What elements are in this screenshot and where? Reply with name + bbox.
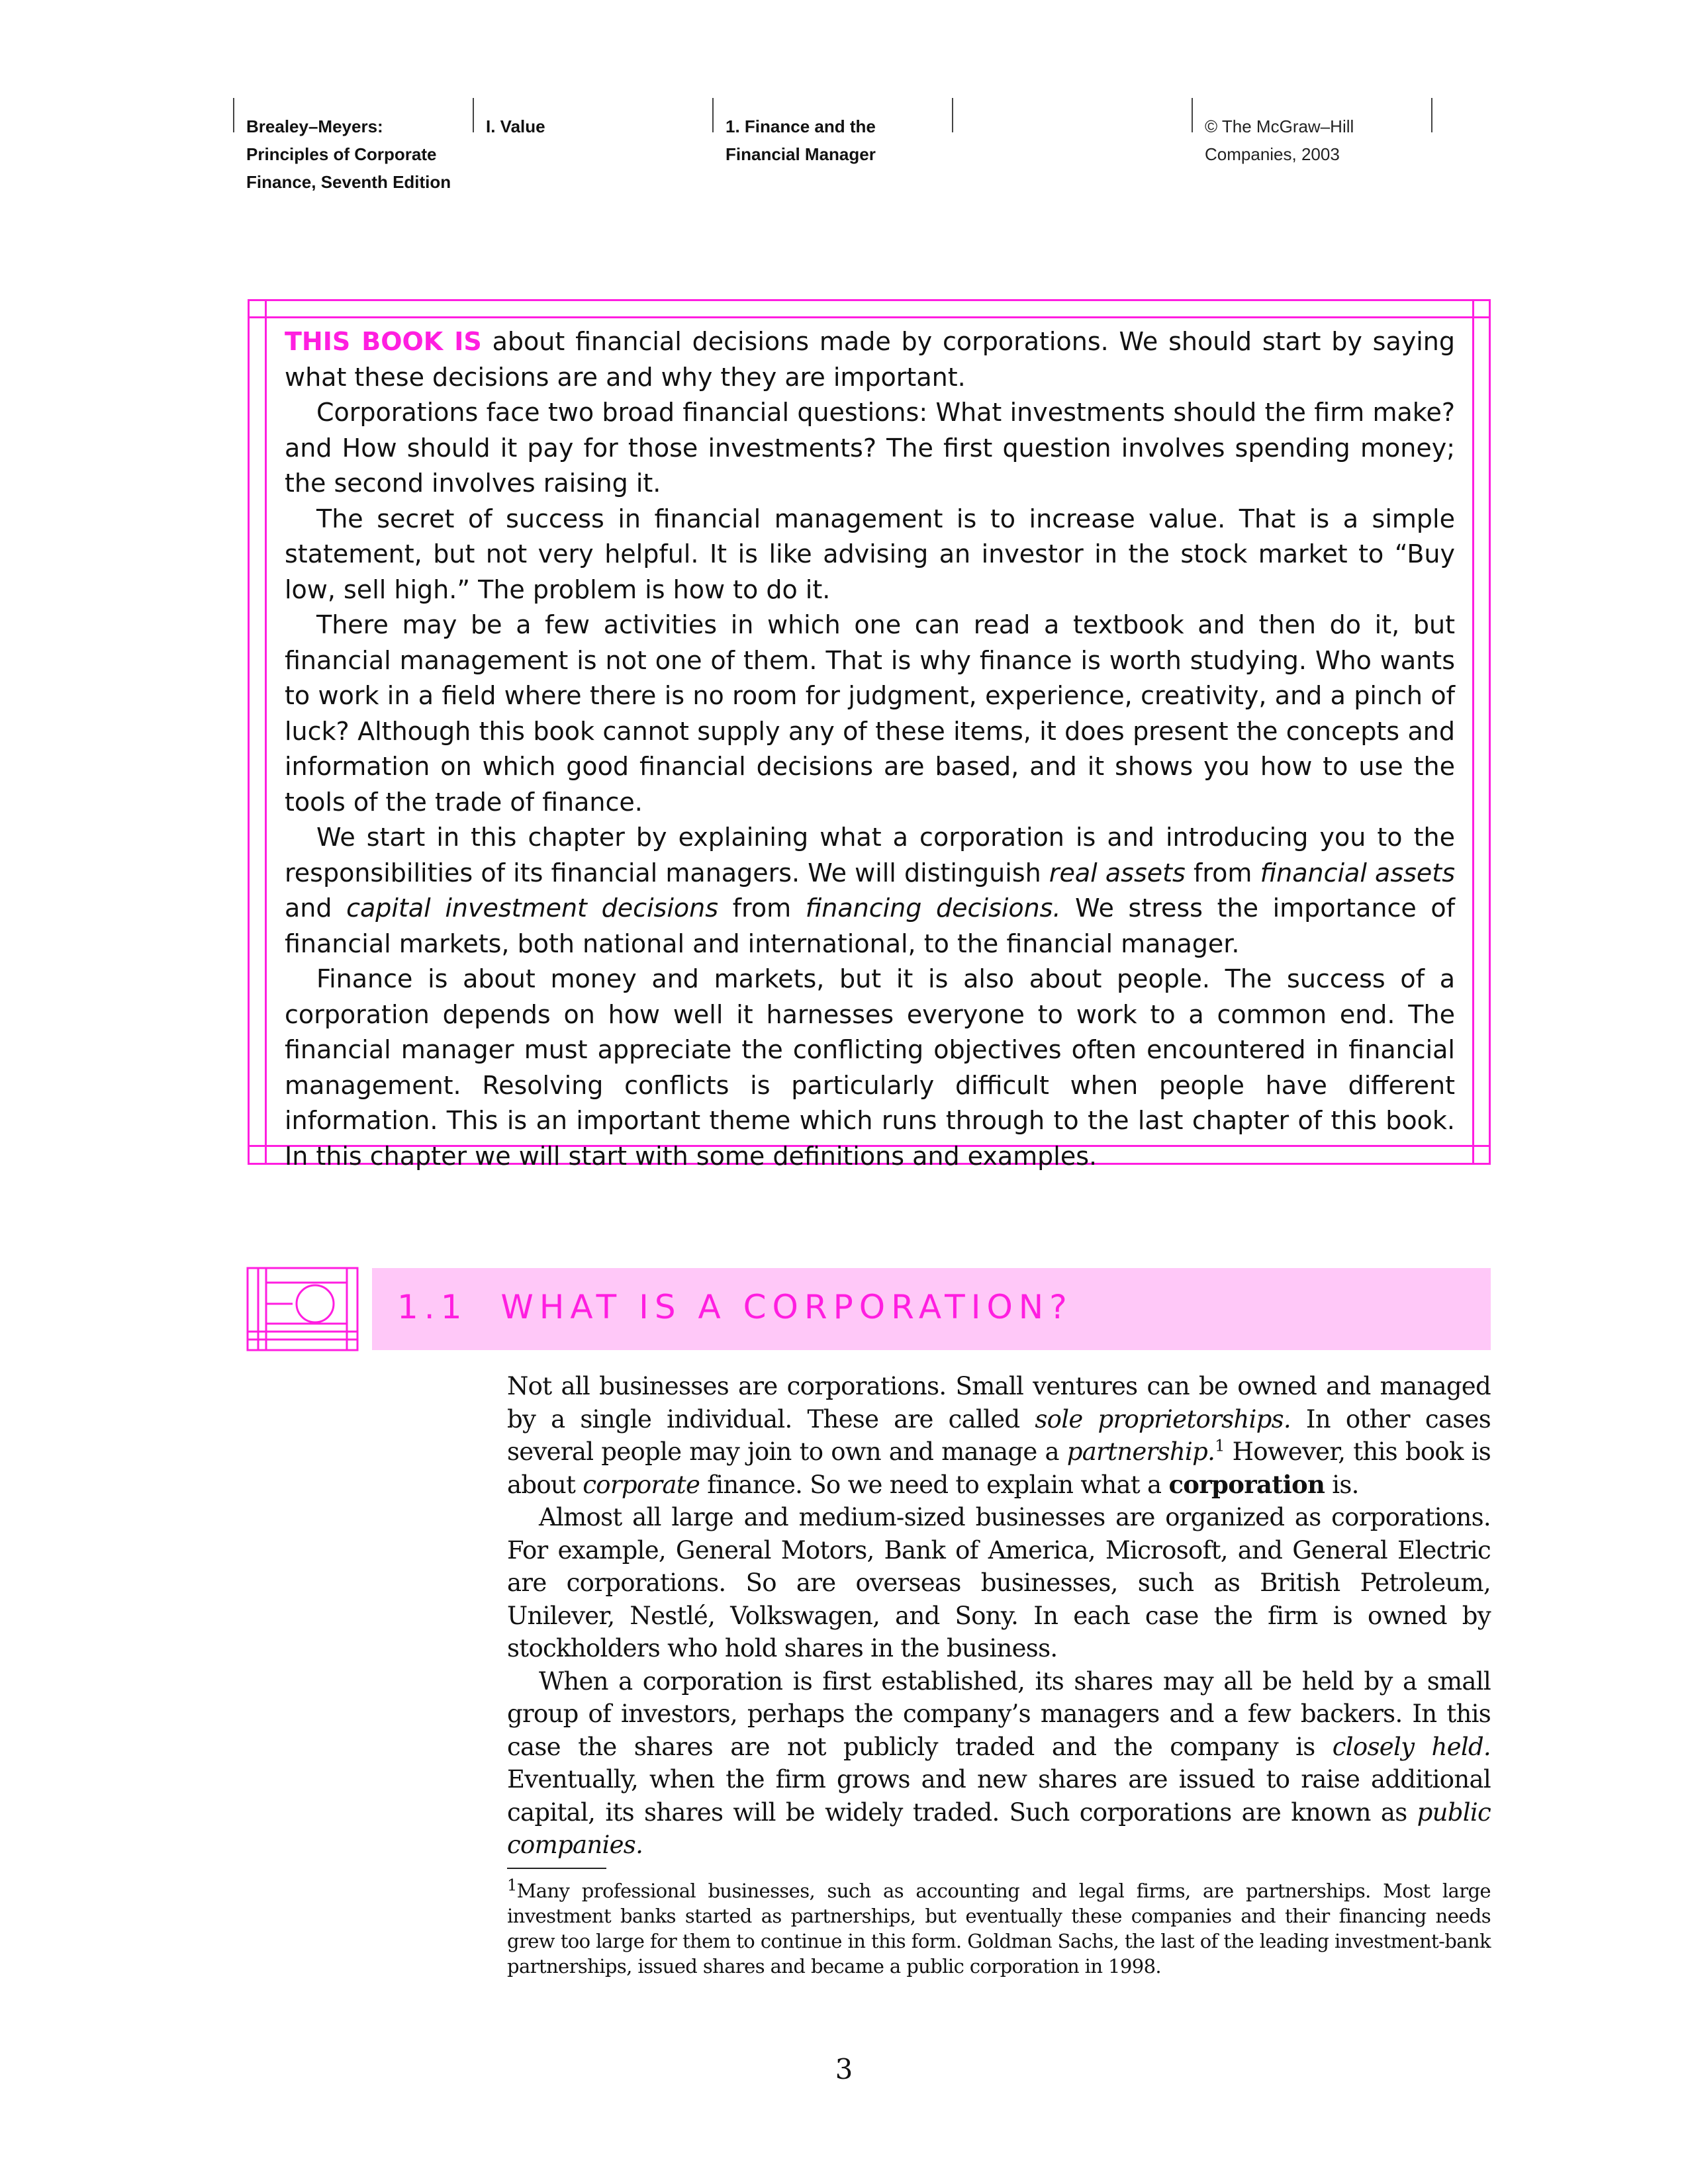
body-paragraph: When a corporation is first established, its shares may all be held by a small group of investors, perhaps the company’s managers and a few backers. In this case the shares are not publicly traded and the company is closely held. Eventually, when the firm grows and new shares are issued to raise additional capital, its shares will be widely traded. Such corporations are known as public companies. — [507, 1666, 1491, 1859]
intro-paragraph: Finance is about money and markets, but it is also about people. The success of a corporation depends on how well it harnesses everyone to work to a common end. The financial manager must appreciate the conflicting objectives often encountered in financial management. Resolving conflicts is particularly difficult when people have different information. This is an important theme which runs through to the last chapter of this book. In this chapter we will start with some definitions and examples. — [285, 964, 1455, 1171]
footnote-mark: 1 — [507, 1876, 517, 1895]
intro-paragraph: We start in this chapter by explaining what a corporation is and introducing you to the responsibilities of its financial managers. We will distinguish real assets from financial assets and capital investment decisions from financing decisions. We stress the importance of financial markets, both national and international, to the financial manager. — [285, 823, 1455, 958]
header-divider — [473, 98, 474, 132]
body-paragraph: Not all businesses are corporations. Small ventures can be owned and managed by a single individual. These are called sole proprietorships. In other cases several people may join to own and manage a partnership.$^1$ However, this book is about corporate finance. So we need to explain what a corporation is. — [507, 1372, 1491, 1499]
header-copyright: © The McGraw–Hill Companies, 2003 — [1205, 116, 1354, 164]
intro-lead: THIS BOOK IS — [285, 327, 482, 356]
page-number: 3 — [835, 2053, 853, 2085]
footnote-rule — [507, 1868, 606, 1869]
footnote-reference: 1 — [1215, 1436, 1225, 1455]
intro-box-rule — [265, 299, 267, 1165]
header-divider — [1192, 98, 1193, 132]
section-title: 1.1 WHAT IS A CORPORATION? — [397, 1288, 1073, 1326]
intro-text — [285, 324, 1455, 1174]
section-emblem-icon — [246, 1267, 359, 1351]
header-divider — [1431, 98, 1432, 132]
body-paragraph: Almost all large and medium-sized businesses are organized as corporations. For example, General Motors, Bank of America, Microsoft, and General Electric are corporations. So are overseas businesses, such as British Petroleum, Unilever, Nestlé, Volkswagen, and Sony. In each case the firm is owned by stockholders who hold shares in the business. — [507, 1503, 1491, 1662]
intro-paragraph: The secret of success in financial management is to increase value. That is a simple statement, but not very helpful. It is like advising an investor in the stock market to “Buy low, sell high.” The problem is how to do it. — [285, 504, 1455, 604]
intro-paragraph: There may be a few activities in which one can read a textbook and then do it, but financial management is not one of them. That is why finance is worth studying. Who wants to work in a field where there is no room for judgment, experience, creativity, and a pinch of luck? Although this book cannot supply any of these items, it does present the concepts and information on which good financial decisions are based, and it shows you how to use the tools of the trade of finance. — [285, 610, 1455, 817]
intro-paragraph: THIS BOOK IS about financial decisions made by corporations. We should start by saying what these decisions are and why they are important. — [285, 327, 1455, 392]
intro-box-rule — [248, 316, 1491, 318]
body-text — [507, 1370, 1491, 1862]
header-book-title: Brealey–Meyers: Principles of Corporate Finance, Seventh Edition — [246, 116, 451, 192]
header-divider — [712, 98, 714, 132]
header-divider — [952, 98, 953, 132]
header-chapter: 1. Finance and the Financial Manager — [726, 116, 876, 164]
footnote: $^1$Many professional businesses, such as accounting and legal firms, are partnerships. Most large investment banks started as partnerships, but eventually these companies and their financing needs grew too large for them to continue in this form. Goldman Sachs, the last of the leading investment-bank partnerships, issued shares and became a public corporation in 1998. — [507, 1876, 1491, 1978]
header-part: I. Value — [486, 116, 545, 136]
intro-paragraph: Corporations face two broad financial questions: What investments should the firm make? and How should it pay for those investments? The first question involves spending money; the second involves raising it. — [285, 398, 1455, 498]
header-divider — [233, 98, 234, 132]
intro-box-rule — [1472, 299, 1474, 1165]
